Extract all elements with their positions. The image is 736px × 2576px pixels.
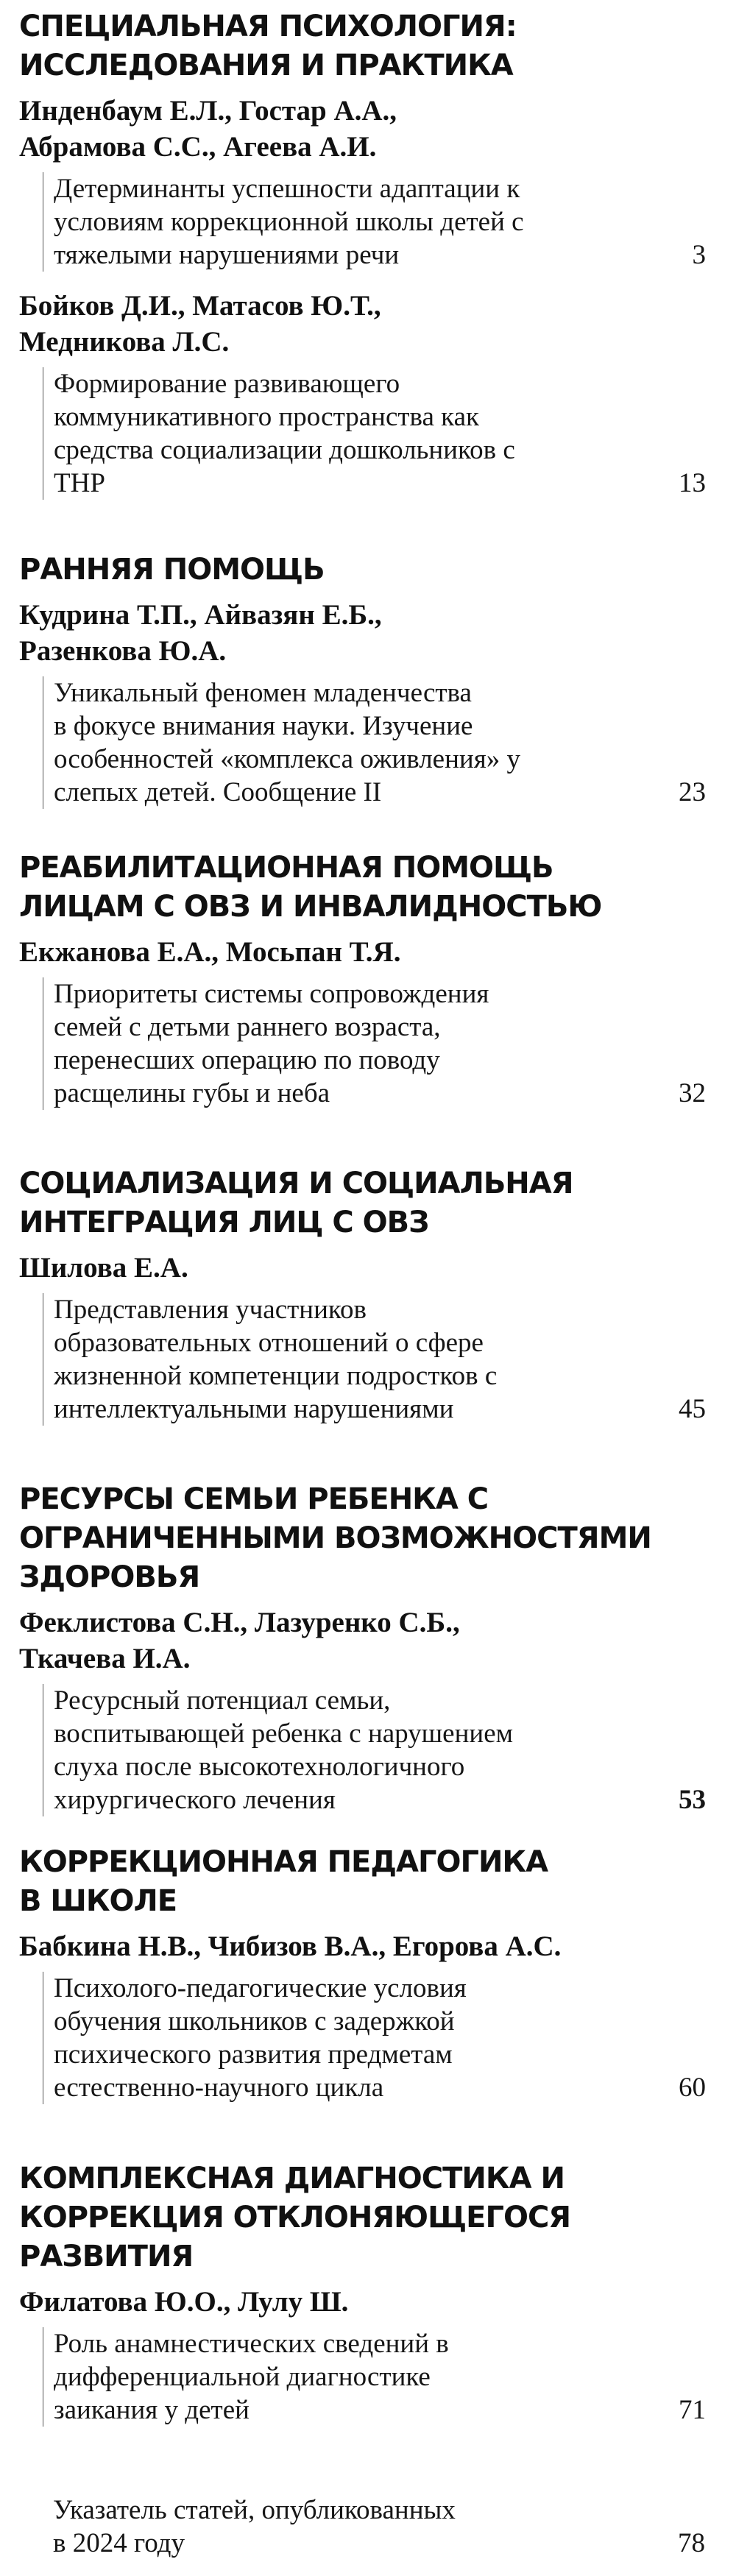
section-heading-line: СОЦИАЛИЗАЦИЯ И СОЦИАЛЬНАЯ (19, 1167, 573, 1200)
toc-entry[interactable] (0, 1604, 736, 1816)
entry-title (43, 977, 706, 1110)
title-line: воспитывающей ребенка с нарушением (54, 1719, 514, 1749)
toc-entry[interactable] (0, 597, 736, 809)
title-line: Формирование развивающего (54, 369, 400, 399)
title-line: Психолого-педагогические условия (54, 1973, 467, 2003)
entry-authors (19, 1604, 736, 1677)
section-heading-line: ЗДОРОВЬЯ (19, 1560, 200, 1594)
title-line: Приоритеты системы сопровождения (54, 979, 489, 1009)
section-heading-line: ИНТЕГРАЦИЯ ЛИЦ С ОВЗ (19, 1206, 429, 1239)
title-line: тяжелыми нарушениями речи (54, 240, 400, 270)
title-line: Детерминанты успешности адаптации к (54, 174, 520, 204)
section-heading (19, 1480, 736, 1597)
entry-authors (19, 1250, 736, 1286)
entry-authors (19, 597, 736, 669)
authors-line: Феклистова С.Н., Лазуренко С.Б., (19, 1607, 460, 1638)
title-line: условиям коррекционной школы детей с (54, 207, 524, 237)
page-number: 13 (679, 468, 706, 498)
title-line: семей с детьми раннего возраста, (54, 1012, 441, 1042)
section-heading-line: КОМПЛЕКСНАЯ ДИАГНОСТИКА И (19, 2162, 565, 2195)
toc-entry[interactable] (0, 1250, 736, 1426)
toc-section (0, 2159, 736, 2443)
authors-line: Кудрина Т.П., Айвазян Е.Б., (19, 599, 382, 631)
page-number: 32 (679, 1078, 706, 1108)
authors-line: Бойков Д.И., Матасов Ю.Т., (19, 290, 381, 322)
title-line: Указатель статей, опубликованных (53, 2495, 456, 2525)
authors-line: Бабкина Н.В., Чибизов В.А., Егорова А.С. (19, 1931, 562, 1962)
authors-line: Екжанова Е.А., Мосьпан Т.Я. (19, 936, 401, 968)
authors-line: Разенкова Ю.А. (19, 635, 227, 667)
title-line: особенностей «комплекса оживления» у (54, 744, 520, 774)
section-heading (19, 7, 736, 85)
section-heading-line: РЕАБИЛИТАЦИОННАЯ ПОМОЩЬ (19, 851, 553, 885)
section-heading-line: РАЗВИТИЯ (19, 2240, 194, 2274)
toc-section (0, 1164, 736, 1442)
title-line: в 2024 году (53, 2528, 185, 2558)
toc-entry[interactable] (0, 1928, 736, 2104)
entry-title (43, 367, 706, 500)
section-heading-line: КОРРЕКЦИОННАЯ ПЕДАГОГИКА (19, 1845, 548, 1879)
title-line: ТНР (54, 468, 105, 498)
section-heading-line: В ШКОЛЕ (19, 1884, 177, 1918)
toc-section (0, 1843, 736, 2120)
entry-article (43, 1684, 706, 1816)
authors-line: Инденбаум Е.Л., Гостар А.А., (19, 95, 397, 127)
title-line: Уникальный феномен младенчества (54, 678, 472, 708)
entry-title (43, 676, 706, 809)
toc-section (0, 849, 736, 1126)
title-line: заикания у детей (54, 2395, 250, 2425)
toc-section (0, 1480, 736, 1833)
toc-entry[interactable] (0, 93, 736, 272)
section-heading (19, 551, 736, 590)
authors-line: Медникова Л.С. (19, 326, 230, 358)
entry-title (43, 1293, 706, 1426)
section-heading-line: РАННЯЯ ПОМОЩЬ (19, 553, 325, 587)
entry-authors (19, 1928, 736, 1964)
page-number: 78 (678, 2528, 705, 2558)
title-line: образовательных отношений о сфере (54, 1328, 484, 1358)
title-line: Представления участников (54, 1295, 367, 1325)
page-number: 60 (679, 2073, 706, 2103)
section-heading-line: ЛИЦАМ С ОВЗ И ИНВАЛИДНОСТЬЮ (19, 890, 602, 924)
entry-title (43, 1972, 706, 2104)
section-heading (19, 1164, 736, 1242)
title-line: перенесших операцию по поводу (54, 1045, 440, 1075)
title-line: слуха после высокотехнологичного (54, 1752, 465, 1782)
title-line: Роль анамнестических сведений в (54, 2329, 449, 2359)
title-line: хирургического лечения (54, 1785, 336, 1815)
entry-article (43, 367, 706, 500)
entry-article (43, 172, 706, 272)
toc-section (0, 551, 736, 825)
entry-authors (19, 288, 736, 360)
entry-authors (19, 2284, 736, 2320)
entry-authors (19, 93, 736, 165)
title-line: в фокусе внимания науки. Изучение (54, 711, 473, 741)
entry-article (43, 2494, 705, 2560)
title-line: естественно-научного цикла (54, 2073, 384, 2103)
section-heading (19, 1843, 736, 1921)
authors-line: Ткачева И.А. (19, 1643, 191, 1674)
title-line: Ресурсный потенциал семьи, (54, 1685, 391, 1716)
section-heading-line: КОРРЕКЦИЯ ОТКЛОНЯЮЩЕГОСЯ (19, 2201, 571, 2234)
page-number: 71 (679, 2395, 706, 2425)
title-line: коммуникативного пространства как (54, 402, 479, 432)
section-heading-line: РЕСУРСЫ СЕМЬИ РЕБЕНКА С (19, 1482, 489, 1516)
toc-index-entry[interactable] (0, 2494, 736, 2560)
section-heading (19, 849, 736, 927)
authors-line: Филатова Ю.О., Лулу Ш. (19, 2286, 349, 2318)
title-line: слепых детей. Сообщение II (54, 777, 382, 807)
page-number: 45 (679, 1394, 706, 1424)
entry-title (43, 172, 706, 272)
title-line: жизненной компетенции подростков с (54, 1361, 498, 1391)
toc-entry[interactable] (0, 2284, 736, 2427)
entry-article (43, 2327, 706, 2427)
toc-entry[interactable] (0, 934, 736, 1110)
title-line: интеллектуальными нарушениями (54, 1394, 454, 1424)
page-number: 23 (679, 777, 706, 807)
entry-article (43, 676, 706, 809)
section-heading-line: ОГРАНИЧЕННЫМИ ВОЗМОЖНОСТЯМИ (19, 1521, 651, 1555)
entry-article (43, 977, 706, 1110)
entry-title (43, 1684, 706, 1816)
title-line: обучения школьников с задержкой (54, 2006, 455, 2037)
entry-article (43, 1972, 706, 2104)
entry-article (43, 1293, 706, 1426)
page-number: 53 (679, 1785, 706, 1815)
toc-section (0, 7, 736, 516)
title-line: расщелины губы и неба (54, 1078, 330, 1108)
title-line: средства социализации дошкольников с (54, 435, 515, 465)
toc-entry[interactable] (0, 288, 736, 500)
authors-line: Шилова Е.А. (19, 1252, 188, 1284)
authors-line: Абрамова С.С., Агеева А.И. (19, 131, 377, 163)
title-line: дифференциальной диагностике (54, 2362, 431, 2392)
entry-title (43, 2327, 706, 2427)
entry-title (43, 2494, 705, 2560)
section-heading-line: ИССЛЕДОВАНИЯ И ПРАКТИКА (19, 49, 513, 82)
entry-authors (19, 934, 736, 970)
page-number: 3 (692, 240, 706, 270)
title-line: психического развития предметам (54, 2039, 453, 2070)
section-heading (19, 2159, 736, 2276)
section-heading-line: СПЕЦИАЛЬНАЯ ПСИХОЛОГИЯ: (19, 10, 517, 43)
